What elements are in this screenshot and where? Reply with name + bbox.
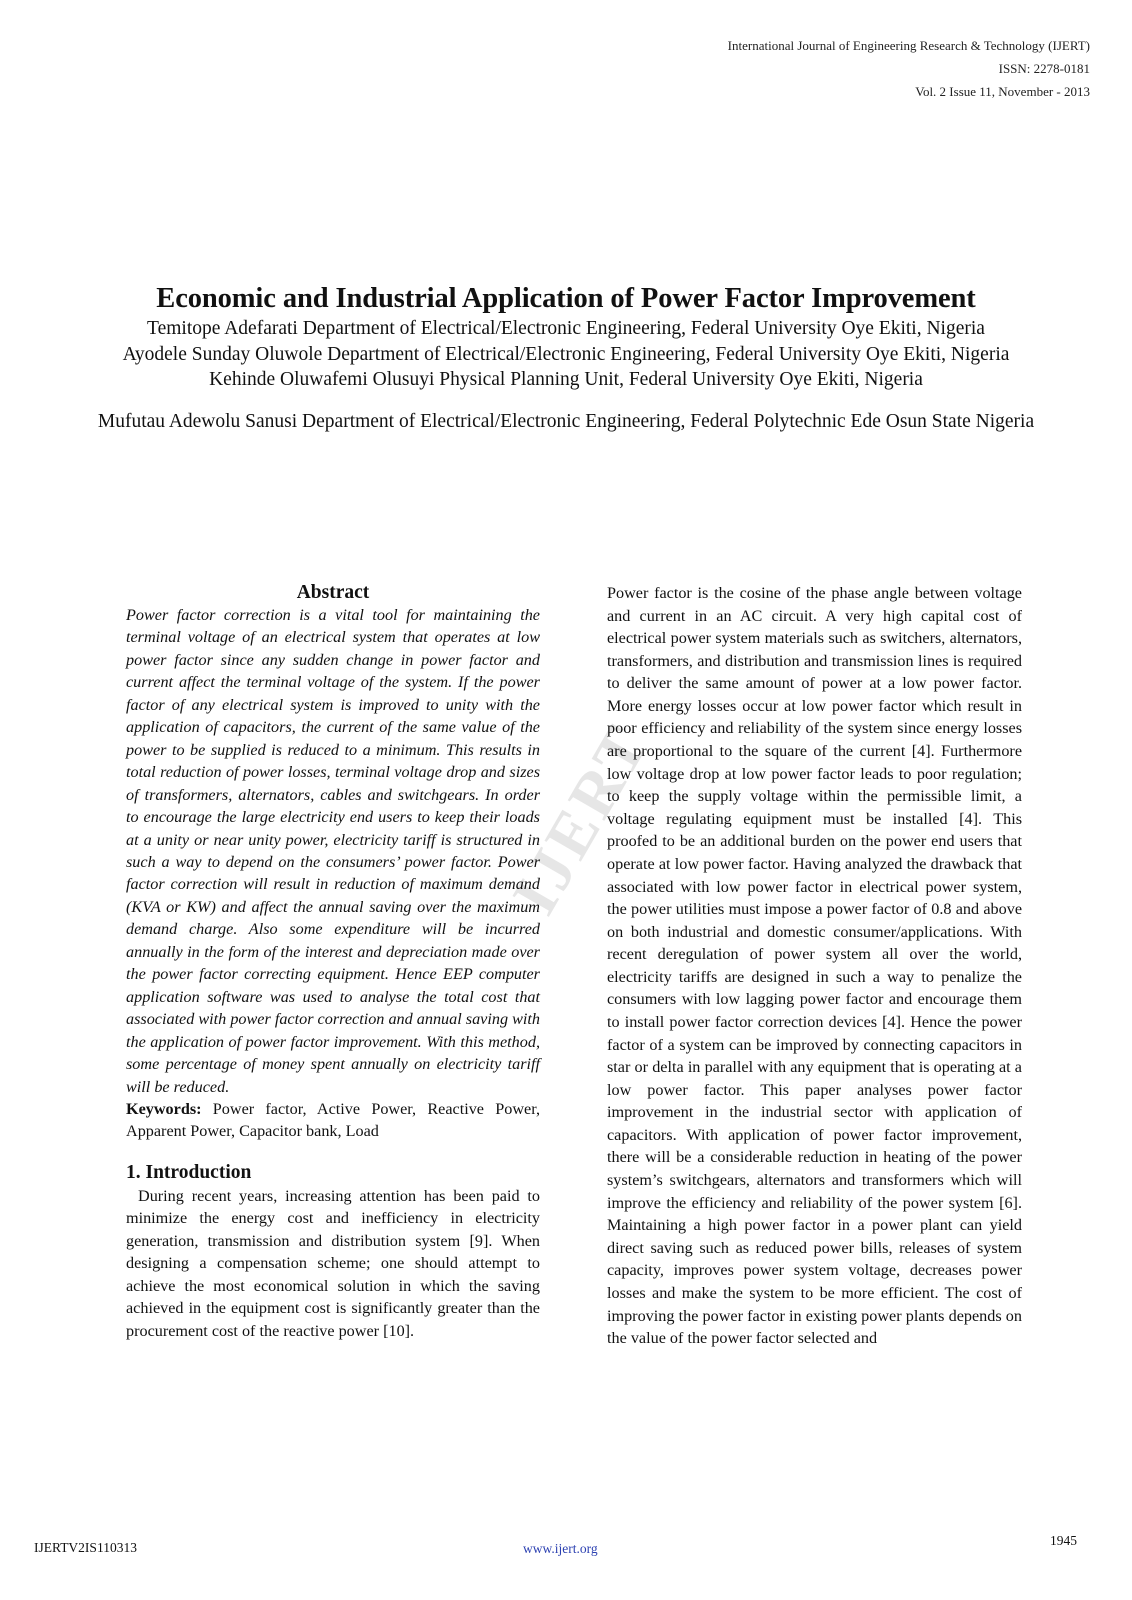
author-affiliation-1: Temitope Adefarati Department of Electrical/Electronic Engineering, Federal University Oye Ekiti, Nigeria [147,318,985,339]
abstract-heading: Abstract [296,582,370,603]
paper-title: Economic and Industrial Application of Power Factor Improvement [156,283,976,314]
footer-page-number: 1945 [1050,1533,1077,1548]
keywords-label: Keywords: [126,1099,202,1118]
right-column [607,582,1022,1350]
journal-name: International Journal of Engineering Research & Technology (IJERT) [727,38,1090,53]
keywords [126,1098,540,1143]
ijert-watermark: IJERT [498,711,663,926]
introduction-body: During recent years, increasing attention has been paid to minimize the energy cost and inefficiency in electricity generation, transmission and distribution system [9]. When designing a compensation scheme; one should attempt to achieve the most economical solution in which the saving achieved in the equipment cost is significantly greater than the procurement cost of the reactive power [10]. [126,1186,540,1340]
introduction-heading: 1. Introduction [126,1161,252,1183]
left-column [126,582,540,1342]
footer-paper-id: IJERTV2IS110313 [34,1540,137,1555]
footer-url-link[interactable]: www.ijert.org [523,1541,598,1556]
keywords-text: Power factor, Active Power, Reactive Power, Apparent Power, Capacitor bank, Load [126,1099,540,1141]
issn: ISSN: 2278-0181 [998,61,1090,76]
author-affiliation-3: Kehinde Oluwafemi Olusuyi Physical Planning Unit, Federal University Oye Ekiti, Nigeria [209,369,923,390]
title-block [70,282,1062,434]
volume-issue: Vol. 2 Issue 11, November - 2013 [915,84,1090,99]
author-affiliation-2: Ayodele Sunday Oluwole Department of Electrical/Electronic Engineering, Federal University Oye Ekiti, Nigeria [122,343,1010,365]
abstract-body: Power factor correction is a vital tool for maintaining the terminal voltage of an electrical system that operates at low power factor since any sudden change in power factor and current affect the terminal voltage of the system. If the power factor of any electrical system is improved to unity with the application of capacitors, the current of the same value of the power to be supplied is reduced to a minimum. This results in total reduction of power losses, terminal voltage drop and sizes of transformers, alternators, cables and switchgears. In order to encourage the large electricity end users to keep their loads at a unity or near unity power, electricity tariff is structured in such a way to depend on the consumers’ power factor. Power factor correction will result in reduction of maximum demand (KVA or KW) and affect the annual saving over the maximum demand charge. Also some expenditure will be incurred annually in the form of the interest and depreciation made over the power factor correcting equipment. Hence EEP computer application software was used to analyse the total cost that associated with power factor correction and annual saving with the application of power factor improvement. With this method, some percentage of money spent annually on electricity tariff will be reduced. [126,606,540,1096]
running-header [728,34,1090,103]
author-affiliation-4: Mufutau Adewolu Sanusi Department of Electrical/Electronic Engineering, Federal Polytechnic Ede Osun State Nigeria [97,410,1035,432]
right-column-body: Power factor is the cosine of the phase angle between voltage and current in an AC circuit. A very high capital cost of electrical power system materials such as switchers, alternators, transformers, and distribution and transmission lines is required to deliver the same amount of power at a low power factor. More energy losses occur at low power factor which result in poor efficiency and reliability of the system since energy losses are proportional to the square of the current [4]. Furthermore low voltage drop at low power factor leads to poor regulation; to keep the supply voltage within the permissible limit, a voltage regulating equipment must be installed [4]. This proofed to be an additional burden on the power end users that operate at low power factor. Having analyzed the drawback that associated with low power factor in electrical power system, the power utilities must impose a power factor of 0.8 and above on both industrial and domestic consumer/applications. With recent deregulation of power system all over the world, electricity tariffs are designed in such a way to penalize the consumers with low lagging power factor and encourage them to install power factor correction devices [4]. Hence the power factor of a system can be improved by connecting capacitors in star or delta in parallel with any equipment that is operating at a low power factor. This paper analyses power factor improvement in the industrial sector with application of capacitors. With application of power factor improvement, there will be a considerable reduction in heating of the power system’s switchgears, alternators and transformers which will improve the efficiency and reliability of the power system [6]. Maintaining a high power factor in a power plant can yield direct saving such as reduced power bills, releases of system capacity, improves power system voltage, decreases power losses and make the system to be more efficient. The cost of improving the power factor in existing power plants depends on the value of the power factor selected and [607,584,1022,1348]
